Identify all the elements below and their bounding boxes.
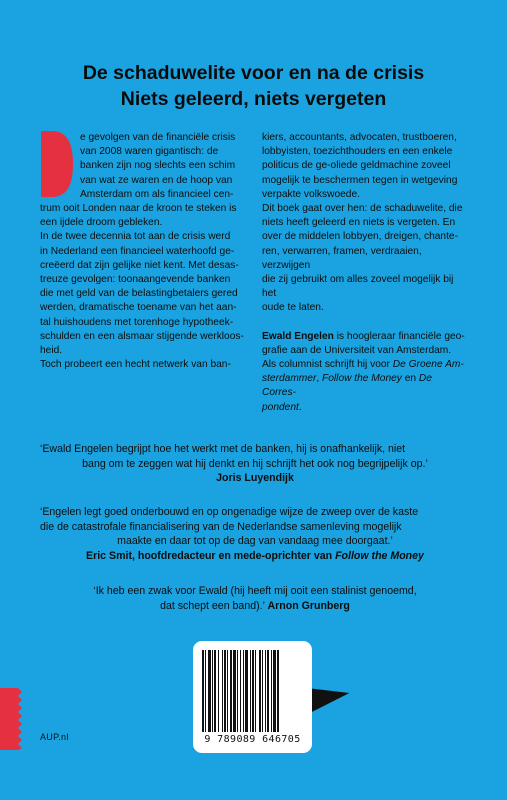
quote-luyendijk [40, 442, 470, 486]
body-line: een ijdele droom gebleken. [40, 217, 163, 229]
drop-cap-letter: D [57, 170, 59, 172]
publication-name: sterdammer [262, 373, 317, 385]
book-subtitle: Niets geleerd, niets vergeten [120, 88, 387, 110]
publication-name: De Groene Am- [392, 359, 464, 371]
body-line: oude te laten. [262, 302, 324, 314]
barcode-label [193, 641, 312, 753]
author-bio-line: grafie aan de Universiteit van Amsterdam. [262, 344, 452, 356]
publication-name: Follow the Money [322, 373, 402, 385]
body-line: kiers, accountants, advocaten, trustboeren, [262, 132, 457, 143]
body-line: banken zijn nog slechts een schim [80, 160, 236, 172]
quote-author: Joris Luyendijk [216, 472, 294, 485]
body-line: ren, verwarren, framen, verdraaien, verzwijgen [262, 245, 422, 271]
quote-line: bang om te zeggen wat hij denkt en hij schrijft het ook nog begrijpelijk op.’ [82, 457, 428, 470]
quote-line: ‘Ik heb een zwak voor Ewald (hij heeft mij ooit een stalinist genoemd, [93, 585, 417, 597]
author-bio-line: pondent. [262, 401, 302, 413]
quote-line: dat schept een band).’ Arnon Grunberg [160, 599, 350, 612]
body-line: die zij gebruikt om alles zoveel mogelijk bij het [262, 274, 454, 300]
body-line: niets heeft geleerd en niets is vergeten. En [262, 217, 456, 229]
body-line: over de middelen lobbyen, dreigen, chante- [262, 231, 458, 243]
body-line: mogelijk te beschermen tegen in wetgeving [262, 174, 458, 186]
quote-grunberg [40, 584, 470, 613]
body-column-left [40, 131, 260, 372]
barcode-icon [202, 650, 303, 732]
quote-line: ‘Engelen legt goed onderbouwd en op ongenadige wijze de zweep over de kaste [40, 506, 419, 518]
book-title: De schaduwelite voor en na de crisis [82, 62, 425, 84]
author-bio-line: Als columnist schrijft hij voor De Groene Am- [262, 359, 464, 371]
publication-name: pondent [262, 401, 299, 413]
body-line: in Nederland een financieel waterhoofd ge- [40, 245, 235, 257]
body-line: schulden en een alsmaar stijgende werkloos- [40, 330, 244, 342]
body-line: e gevolgen van de financiële crisis [80, 132, 236, 143]
body-line: van wat ze waren en de hoop van [80, 174, 233, 186]
author-name: Ewald Engelen [262, 330, 334, 342]
body-line: Dit boek gaat over hen: de schaduwelite, die [262, 203, 463, 215]
body-line: creëerd dat zijn gelijke niet kent. Met desas- [40, 259, 239, 271]
quote-author: Arnon Grunberg [267, 599, 350, 612]
quote-smit [40, 505, 470, 563]
publisher-stamp-icon [0, 688, 22, 750]
body-line: heid. [40, 345, 63, 357]
barcode-shadow [308, 681, 352, 712]
body-line: werden, dramatische toename van het aan- [40, 302, 237, 314]
publication-name: De Corres- [262, 373, 432, 399]
isbn-number: 9 789089 646705 [204, 734, 301, 745]
body-line: die met geld van de belastingbetalers gered [40, 288, 238, 300]
body-line: Toch probeert een hecht netwerk van ban- [40, 359, 231, 371]
publisher-url: AUP.nl [40, 732, 69, 742]
body-line: van 2008 waren gigantisch: de [80, 146, 219, 158]
quote-line: maakte en daar tot op de dag van vandaag mee doorgaat.’ [117, 535, 393, 548]
body-line: Amsterdam om als financieel cen- [80, 188, 234, 200]
quote-line: die de catastrofale financialisering van de Nederlandse samenleving mogelijk [40, 520, 402, 533]
quote-line: ‘Ewald Engelen begrijpt hoe het werkt met de banken, hij is onafhankelijk, niet [40, 443, 406, 455]
body-line: treuze gevolgen: toonaangevende banken [40, 274, 231, 286]
body-line: lobbyisten, toezichthouders en een enkele [262, 146, 453, 158]
body-line: politicus de ge-oliede geldmachine zoveel [262, 160, 451, 172]
body-column-right [262, 131, 467, 415]
body-line: In de twee decennia tot aan de crisis werd [40, 231, 231, 243]
body-line: verpakte volkswoede. [262, 188, 360, 200]
quote-author: Eric Smit, hoofdredacteur en mede-oprichter van Follow the Money [86, 549, 424, 562]
author-bio-line: sterdammer, Follow the Money en De Corres- [262, 373, 432, 399]
body-line: trum ooit Londen naar de kroon te steken is [40, 203, 237, 215]
author-bio-line: Ewald Engelen is hoogleraar financiële geo- [262, 330, 465, 342]
body-line: tal huishoudens met torenhoge hypotheek- [40, 316, 234, 328]
